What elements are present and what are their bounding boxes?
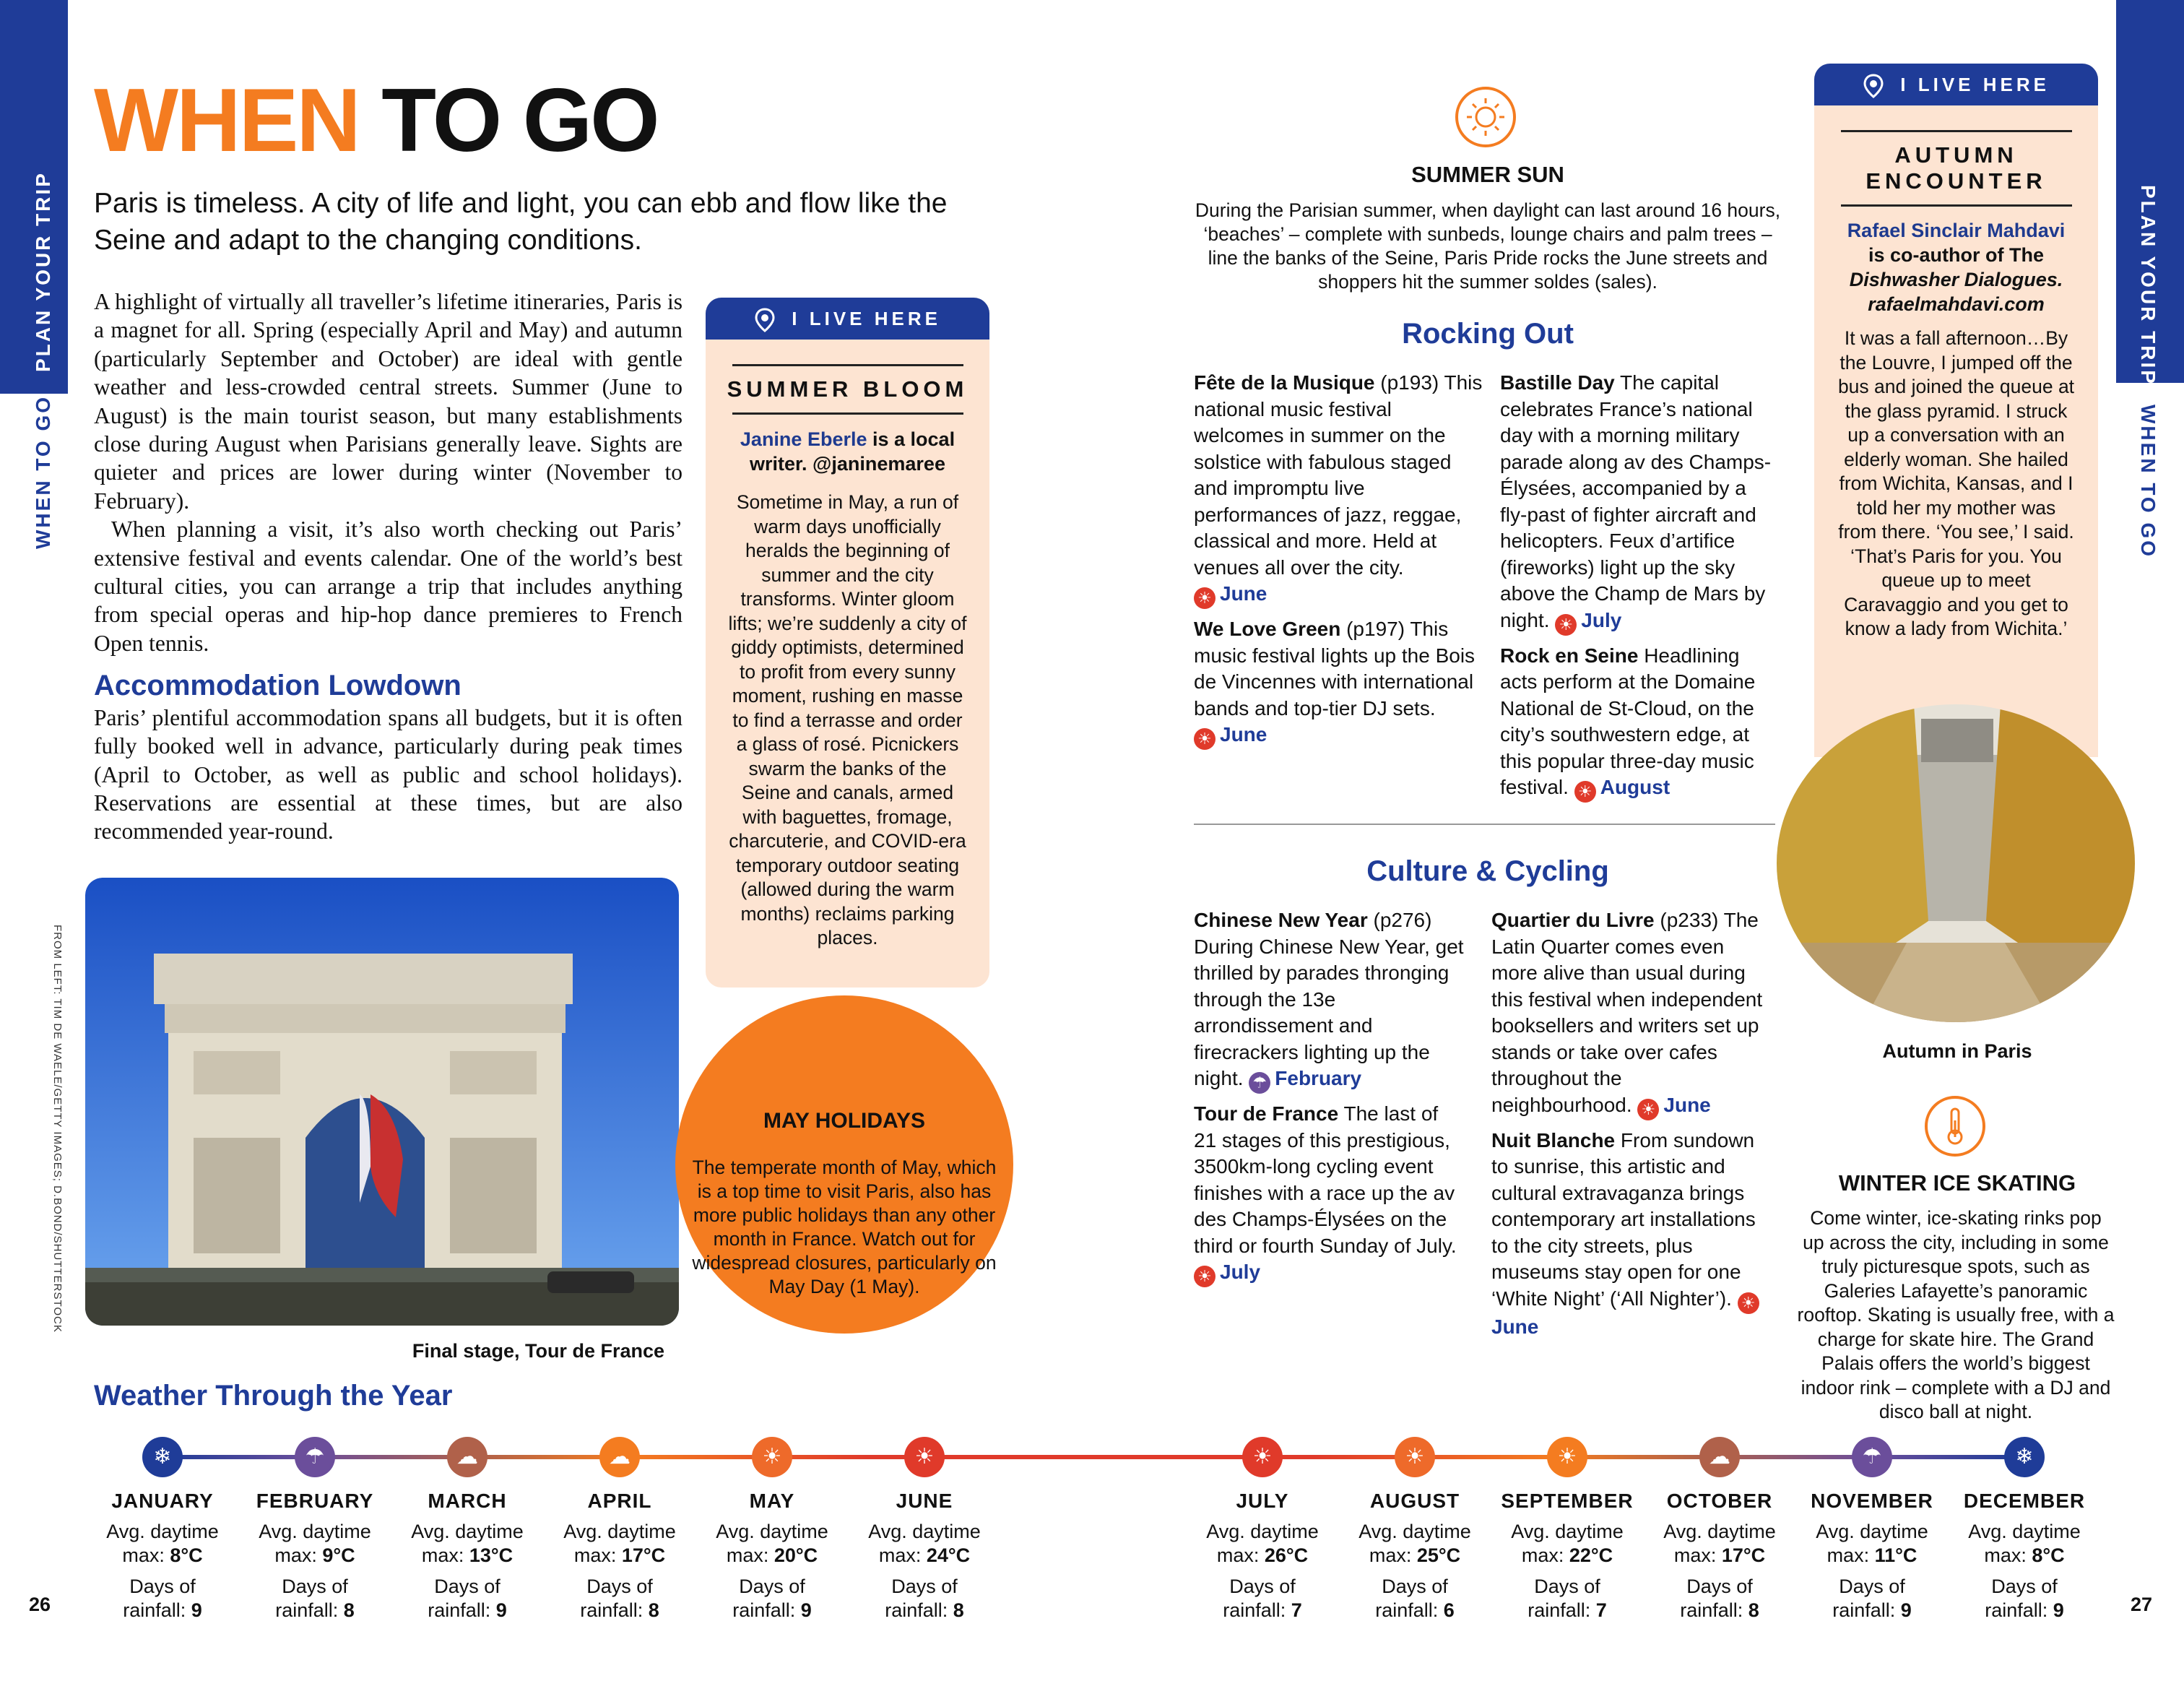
snowflake-icon: ❄ — [142, 1437, 183, 1477]
max-label: Avg. daytime — [716, 1521, 828, 1542]
weather-month — [1339, 1490, 1491, 1622]
rain-days: 6 — [1443, 1599, 1455, 1621]
max-value-line: max: 9°C — [274, 1544, 355, 1566]
max-temp: 8°C — [170, 1544, 203, 1566]
accommodation-paragraph: Paris’ plentiful accommodation spans all budgets, but it is often fully booked well in advance, particularly during peak times (April to October, as well as public and school holidays). Reservations are essential at these times, but are also recommended year-round. — [94, 704, 682, 844]
autumn-in-paris-photo — [1777, 704, 2135, 1022]
weather-month — [1949, 1490, 2100, 1622]
sun-badge-icon: ☀ — [1574, 781, 1596, 803]
weather-month — [849, 1490, 1000, 1622]
divider — [732, 364, 963, 366]
max-label: Avg. daytime — [411, 1521, 524, 1542]
summer-bloom-box — [706, 298, 989, 988]
location-pin-icon — [1863, 74, 1884, 98]
intro-text: Paris is timeless. A city of life and light, you can ebb and flow like the Seine and adapt to the changing conditions. — [94, 188, 948, 256]
rain-value-line: rainfall: 9 — [732, 1599, 812, 1621]
photo-caption-autumn: Autumn in Paris — [1882, 1040, 2032, 1062]
thermometer-icon — [1925, 1096, 1985, 1157]
max-label: Avg. daytime — [1968, 1521, 2081, 1542]
month-name: DECEMBER — [1963, 1490, 2086, 1512]
rain-cloud-icon: ☂ — [1852, 1437, 1892, 1477]
max-label: Avg. daytime — [1206, 1521, 1319, 1542]
sun-badge-icon: ☀ — [1738, 1292, 1759, 1314]
rain-value-line: rainfall: 7 — [1223, 1599, 1302, 1621]
event-nuit-blanche: Nuit Blanche From sundown to sunrise, this artistic and cultural extravaganza brings contemporary art installations to the city streets, plus museums stay open for one ‘White Night’ (‘All Nighter’). ☀June — [1491, 1128, 1766, 1341]
left-chapter-label: WHEN TO GO — [32, 394, 54, 549]
summer-sun-title: SUMMER SUN — [1411, 162, 1564, 187]
weather-month — [544, 1490, 696, 1622]
weather-month — [1491, 1490, 1643, 1622]
page-number-right: 27 — [2131, 1594, 2153, 1615]
sun-icon: ☀ — [752, 1437, 792, 1477]
month-name: JUNE — [896, 1490, 953, 1512]
month-name: AUGUST — [1369, 1490, 1460, 1512]
max-value-line: max: 11°C — [1826, 1544, 1918, 1566]
weather-heading: Weather Through the Year — [94, 1380, 453, 1412]
right-section-label: PLAN YOUR TRIP — [2137, 185, 2159, 386]
max-value-line: max: 24°C — [878, 1544, 971, 1566]
max-temp: 22°C — [1569, 1544, 1613, 1566]
rain-days: 7 — [1595, 1599, 1607, 1621]
rain-days: 8 — [953, 1599, 964, 1621]
max-value-line: max: 17°C — [573, 1544, 666, 1566]
author-line — [734, 428, 961, 476]
author-block — [1814, 218, 2098, 316]
event-chinese-new-year: Chinese New Year (p276) During Chinese New Year, get thrilled by parades thronging through the 13e arrondissement and firecrackers lighting up the night. ☂ February — [1194, 907, 1465, 1094]
max-temp: 24°C — [926, 1544, 971, 1566]
rain-days: 9 — [191, 1599, 202, 1621]
right-chapter-label: WHEN TO GO — [2137, 405, 2159, 559]
winter-skating-title: WINTER ICE SKATING — [1838, 1170, 2076, 1196]
month-name: SEPTEMBER — [1501, 1490, 1634, 1512]
rain-label: Days of — [1839, 1576, 1905, 1597]
culture-col-2 — [1491, 907, 1766, 1340]
max-temp: 17°C — [621, 1544, 666, 1566]
i-live-here-header — [1814, 64, 2098, 105]
summer-sun-text: During the Parisian summer, when daylight can last around 16 hours, ‘beaches’ – complete with sunbeds, lounge chairs and palm trees – line the banks of the Seine, Paris Pride rocks the June streets and shoppers hit the summer soldes (sales). — [1195, 199, 1781, 293]
rain-value-line: rainfall: 9 — [1985, 1599, 2064, 1621]
box-title-line-1: AUTUMN — [1894, 142, 2018, 168]
max-value-line: max: 20°C — [726, 1544, 818, 1566]
max-temp: 17°C — [1721, 1544, 1766, 1566]
rain-value-line: rainfall: 8 — [885, 1599, 964, 1621]
month-name: MARCH — [428, 1490, 507, 1512]
weather-month — [1644, 1490, 1795, 1622]
sun-badge-icon: ☀ — [1194, 587, 1216, 609]
sun-badge-icon: ☀ — [1637, 1099, 1659, 1120]
weather-month — [1187, 1490, 1338, 1622]
left-section-label: PLAN YOUR TRIP — [32, 171, 54, 372]
author-line-4: rafaelmahdavi.com — [1868, 293, 2045, 315]
sun-cloud-icon: ☁ — [447, 1437, 488, 1477]
rocking-out-heading: Rocking Out — [1402, 318, 1574, 350]
month-name: MAY — [749, 1490, 795, 1512]
max-temp: 8°C — [2032, 1544, 2065, 1566]
rain-value-line: rainfall: 9 — [123, 1599, 202, 1621]
body-column — [94, 288, 682, 846]
culture-col-1 — [1194, 907, 1465, 1287]
rain-value-line: rainfall: 8 — [1680, 1599, 1759, 1621]
author-rest: is a local writer. @janinemaree — [750, 428, 956, 475]
rain-label: Days of — [1382, 1576, 1448, 1597]
may-holidays-text: The temperate month of May, which is a top time to visit Paris, also has more public holidays than any other month in France. Watch out for widespread closures, particularly on May Day (1 May). — [692, 1157, 997, 1297]
rain-label: Days of — [739, 1576, 805, 1597]
author-name: Janine Eberle — [740, 428, 867, 450]
sun-icon: ☀ — [1242, 1437, 1283, 1477]
rain-days: 7 — [1291, 1599, 1302, 1621]
box-title-line-2: ENCOUNTER — [1866, 168, 2047, 194]
max-temp: 20°C — [774, 1544, 818, 1566]
weather-timeline-line — [162, 1455, 2019, 1459]
max-value-line: max: 8°C — [1984, 1544, 2065, 1566]
max-temp: 25°C — [1416, 1544, 1461, 1566]
rain-value-line: rainfall: 8 — [580, 1599, 659, 1621]
section-divider — [1194, 824, 1775, 825]
box-title: SUMMER BLOOM — [727, 376, 968, 402]
sun-icon: ☀ — [1395, 1437, 1435, 1477]
may-holidays-title: MAY HOLIDAYS — [763, 1109, 925, 1133]
rain-label: Days of — [1991, 1576, 2058, 1597]
max-temp: 9°C — [322, 1544, 355, 1566]
rain-label: Days of — [1534, 1576, 1600, 1597]
autumn-encounter-box — [1814, 64, 2098, 757]
author-name: Rafael Sinclair Mahdavi — [1847, 220, 2066, 241]
arc-de-triomphe-photo — [85, 878, 679, 1326]
month-name: OCTOBER — [1666, 1490, 1773, 1512]
rain-label: Days of — [434, 1576, 500, 1597]
max-label: Avg. daytime — [259, 1521, 371, 1542]
divider — [1841, 204, 2072, 207]
rain-value-line: rainfall: 7 — [1528, 1599, 1607, 1621]
max-value-line: max: 8°C — [122, 1544, 203, 1566]
rain-label: Days of — [1686, 1576, 1753, 1597]
rain-label: Days of — [891, 1576, 958, 1597]
max-temp: 26°C — [1264, 1544, 1309, 1566]
max-temp: 13°C — [469, 1544, 514, 1566]
accommodation-heading: Accommodation Lowdown — [94, 670, 462, 702]
weather-month — [239, 1490, 391, 1622]
max-label: Avg. daytime — [1663, 1521, 1776, 1542]
sun-cloud-icon: ☁ — [1699, 1437, 1740, 1477]
rain-label: Days of — [129, 1576, 196, 1597]
max-label: Avg. daytime — [1816, 1521, 1928, 1542]
snowflake-icon: ❄ — [2004, 1437, 2045, 1477]
sun-icon: ☀ — [904, 1437, 945, 1477]
max-label: Avg. daytime — [106, 1521, 219, 1542]
page-title — [94, 71, 658, 170]
photo-credit: FROM LEFT: TIM DE WAELE/GETTY IMAGES; D.BOND/SHUTTERSTOCK — [51, 925, 64, 1333]
max-label: Avg. daytime — [868, 1521, 981, 1542]
weather-month — [696, 1490, 848, 1622]
month-name: JULY — [1236, 1490, 1289, 1512]
rain-days: 9 — [495, 1599, 507, 1621]
page-number-left: 26 — [29, 1594, 51, 1615]
rain-value-line: rainfall: 8 — [275, 1599, 355, 1621]
event-rock-en-seine: Rock en Seine Headlining acts perform at the Domaine National de St-Cloud, on the city’s southwestern edge, at this popular three-day music festival. ☀ August — [1500, 643, 1774, 803]
event-quartier-du-livre: Quartier du Livre (p233) The Latin Quarter comes even more alive than usual during this festival when independent booksellers and writers set up stands or take over cafes throughout the neighbourhood. ☀ June — [1491, 907, 1766, 1120]
weather-month — [391, 1490, 543, 1622]
month-name: FEBRUARY — [256, 1490, 374, 1512]
max-value-line: max: 17°C — [1673, 1544, 1766, 1566]
month-name: APRIL — [587, 1490, 652, 1512]
header-label: I LIVE HERE — [792, 308, 941, 329]
max-label: Avg. daytime — [563, 1521, 676, 1542]
location-pin-icon — [754, 308, 776, 332]
max-value-line: max: 13°C — [421, 1544, 514, 1566]
title-highlight: WHEN — [94, 71, 359, 170]
rain-cloud-icon: ☂ — [295, 1437, 335, 1477]
rain-days: 8 — [1748, 1599, 1759, 1621]
sun-badge-icon: ☀ — [1194, 728, 1216, 750]
rain-days: 9 — [1900, 1599, 1912, 1621]
rain-days: 8 — [343, 1599, 355, 1621]
rain-value-line: rainfall: 9 — [428, 1599, 507, 1621]
rain-label: Days of — [1229, 1576, 1296, 1597]
photo-caption-tour-de-france: Final stage, Tour de France — [412, 1340, 664, 1362]
month-name: NOVEMBER — [1811, 1490, 1933, 1512]
sun-icon — [1455, 87, 1516, 147]
max-label: Avg. daytime — [1358, 1521, 1471, 1542]
rain-days: 8 — [648, 1599, 659, 1621]
max-value-line: max: 26°C — [1216, 1544, 1309, 1566]
author-line-3: Dishwasher Dialogues. — [1849, 269, 2063, 290]
rain-value-line: rainfall: 6 — [1375, 1599, 1455, 1621]
rain-days: 9 — [800, 1599, 812, 1621]
title-rest: TO GO — [381, 71, 658, 170]
sun-icon: ☀ — [1547, 1437, 1587, 1477]
i-live-here-header — [706, 298, 989, 340]
rain-label: Days of — [282, 1576, 348, 1597]
rain-label: Days of — [586, 1576, 653, 1597]
winter-skating-text: Come winter, ice-skating rinks pop up across the city, including in some truly picturesque spots, such as Galeries Lafayette’s panoramic rooftop. Skating is usually free, with a charge for skate hire. The Grand Palais offers the world’s biggest indoor rink – complete with a DJ and disco ball at night. — [1797, 1207, 2115, 1422]
sun-badge-icon: ☀ — [1194, 1266, 1216, 1287]
rain-cloud-badge-icon: ☂ — [1249, 1072, 1270, 1094]
weather-month — [1796, 1490, 1948, 1622]
box-text: Sometime in May, a run of warm days unofficially heralds the beginning of summer and the city transforms. Winter gloom lifts; we’re suddenly a city of giddy optimists, determined to profit from every sunny moment, rushing en masse to find a terrasse and order a glass of rosé. Picnickers swarm the banks of the Seine and canals, armed with baguettes, fromage, charcuterie, and COVID-era temporary outdoor seating (allowed during the warm months) reclaims parking places. — [728, 491, 967, 948]
weather-month — [87, 1490, 238, 1622]
divider — [732, 412, 963, 415]
rain-value-line: rainfall: 9 — [1832, 1599, 1912, 1621]
event-tour-de-france: Tour de France The last of 21 stages of this prestigious, 3500km-long cycling event finishes with a race up the av des Champs-Élysées on the third or fourth Sunday of July. ☀ July — [1194, 1101, 1465, 1287]
max-temp: 11°C — [1874, 1544, 1918, 1566]
event-bastille-day: Bastille Day The capital celebrates France’s national day with a morning military parade along av des Champs-Élysées, accompanied by a fly-past of fighter aircraft and helicopters. Feux d’artifice (fireworks) light up the sky above the Champ de Mars by night. ☀ July — [1500, 370, 1774, 636]
rain-days: 9 — [2053, 1599, 2064, 1621]
rocking-out-col-1 — [1194, 370, 1483, 750]
max-label: Avg. daytime — [1511, 1521, 1624, 1542]
divider — [1841, 130, 2072, 132]
sun-cloud-icon: ☁ — [599, 1437, 640, 1477]
box-text: It was a fall afternoon…By the Louvre, I jumped off the bus and joined the queue at the glass pyramid. I struck up a conversation with an elderly woman. She hailed from Wichita, Kansas, and I told her my mother was from there. ‘You see,’ I said. ‘That’s Paris for you. You queue up to meet Caravaggio and you get to know a lady from Wichita.’ — [1837, 327, 2075, 639]
event-we-love-green: We Love Green (p197) This music festival lights up the Bois de Vincennes with international bands and top-tier DJ sets. ☀ June — [1194, 616, 1483, 750]
month-name: JANUARY — [111, 1490, 214, 1512]
body-paragraph-2: When planning a visit, it’s also worth checking out Paris’ extensive festival and events calendar. One of the world’s best cultural cities, you can arrange a trip that includes anything from special operas and hip-hop dance premieres to French Open tennis. — [94, 517, 682, 656]
event-fete-de-la-musique: Fête de la Musique (p193) This national music festival welcomes in summer on the solstice with fabulous staged and impromptu live performances of jazz, reggae, classical and more. Held at venues all over the city. ☀ June — [1194, 370, 1483, 609]
sun-badge-icon: ☀ — [1555, 614, 1577, 636]
header-label: I LIVE HERE — [1900, 74, 2050, 95]
max-value-line: max: 25°C — [1369, 1544, 1461, 1566]
author-line-2: is co-author of The — [1868, 244, 2044, 266]
culture-cycling-heading: Culture & Cycling — [1366, 855, 1609, 887]
body-paragraph-1: A highlight of virtually all traveller’s lifetime itineraries, Paris is a magnet for all. Spring (especially April and May) and autumn (particularly September and October) are ideal with gentle weather and less-crowded central streets. Summer (June to August) is the main tourist season, but many establishments close during August when Parisians generally leave. Sights are quieter and prices are lower during winter (November to February). — [94, 289, 682, 514]
max-value-line: max: 22°C — [1521, 1544, 1613, 1566]
rocking-out-col-2 — [1500, 370, 1774, 803]
